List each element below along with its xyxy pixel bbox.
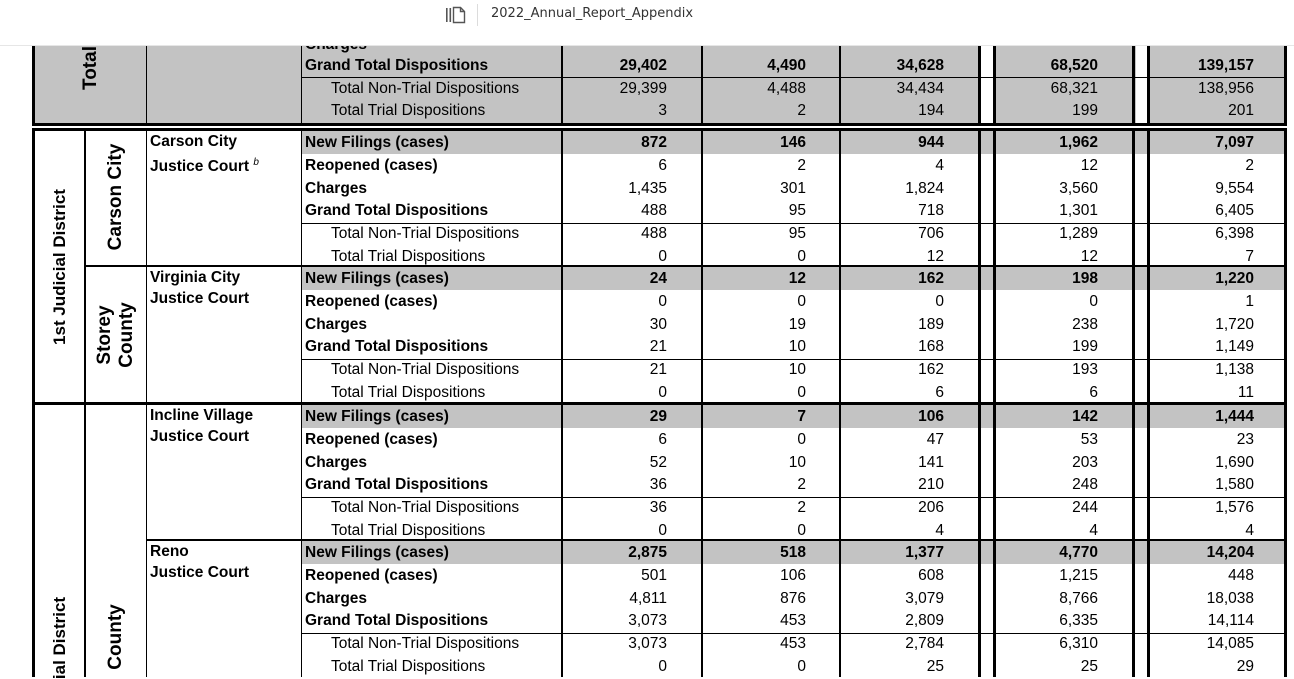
value-cell-col2: 2 bbox=[797, 476, 806, 494]
county-label-carson-city: Carson City bbox=[105, 143, 126, 251]
row-label: Total Non-Trial Dispositions bbox=[331, 361, 520, 379]
value-cell-col1: 21 bbox=[649, 361, 667, 379]
value-cell-col4: 68,321 bbox=[1050, 80, 1098, 97]
row-label: Total Non-Trial Dispositions bbox=[331, 225, 520, 243]
vertical-rule bbox=[561, 45, 563, 125]
value-cell-col2: 876 bbox=[780, 589, 806, 607]
value-cell-col3: 141 bbox=[918, 453, 944, 471]
value-cell-col3: 206 bbox=[918, 499, 944, 517]
value-cell-col4: 142 bbox=[1072, 408, 1098, 425]
data-row bbox=[0, 335, 1294, 358]
value-cell-col4: 12 bbox=[1080, 248, 1098, 265]
value-cell-col1: 29 bbox=[649, 408, 667, 425]
value-cell-col4: 1,289 bbox=[1059, 225, 1098, 243]
horizontal-rule bbox=[32, 128, 1287, 131]
total-row bbox=[0, 99, 1294, 122]
value-cell-col5: 9,554 bbox=[1215, 179, 1254, 197]
vertical-rule bbox=[701, 45, 703, 125]
footnote-marker: b bbox=[253, 157, 259, 168]
value-cell-col3: 2,809 bbox=[905, 612, 944, 630]
county-label-storey: Storey County bbox=[94, 302, 137, 368]
row-label: Grand Total Dispositions bbox=[305, 338, 489, 356]
horizontal-rule bbox=[301, 633, 1287, 634]
row-label: Charges bbox=[305, 589, 368, 607]
total-row bbox=[0, 54, 1294, 77]
value-cell-col4: 4,770 bbox=[1059, 544, 1098, 561]
value-cell-col4: 0 bbox=[1089, 292, 1098, 310]
vertical-rule bbox=[301, 45, 302, 125]
value-cell-col1: 6 bbox=[658, 156, 667, 174]
value-cell-col1: 0 bbox=[658, 248, 667, 265]
value-cell-col3: 1,377 bbox=[905, 544, 944, 561]
vertical-rule bbox=[146, 45, 147, 125]
document-page bbox=[0, 45, 1294, 677]
value-cell-col5: 1,444 bbox=[1215, 408, 1254, 425]
value-cell-col3: 34,628 bbox=[896, 57, 944, 74]
value-cell-col1: 488 bbox=[641, 225, 667, 243]
value-cell-col2: 2 bbox=[797, 156, 806, 174]
value-cell-col5: 1,138 bbox=[1215, 361, 1254, 379]
value-cell-col3: 1,824 bbox=[905, 179, 944, 197]
value-cell-col2: 0 bbox=[797, 522, 806, 539]
value-cell-col4: 3,560 bbox=[1059, 179, 1098, 197]
value-cell-col2: 0 bbox=[797, 248, 806, 265]
value-cell-col4: 198 bbox=[1072, 270, 1098, 287]
value-cell-col3: 944 bbox=[918, 134, 944, 151]
value-cell-col3: 718 bbox=[918, 202, 944, 220]
value-cell-col5: 1,576 bbox=[1215, 499, 1254, 517]
value-cell-col5: 14,114 bbox=[1207, 612, 1254, 630]
value-cell-col4: 68,520 bbox=[1050, 57, 1098, 74]
row-label: Total Non-Trial Dispositions bbox=[331, 80, 520, 97]
value-cell-col3: 162 bbox=[918, 361, 944, 379]
row-label: New Filings (cases) bbox=[305, 544, 449, 561]
value-cell-col2: 12 bbox=[788, 270, 806, 287]
value-cell-col2: 453 bbox=[780, 612, 806, 630]
vertical-rule bbox=[1132, 45, 1135, 125]
value-cell-col4: 4 bbox=[1089, 522, 1098, 539]
value-cell-col3: 706 bbox=[918, 225, 944, 243]
value-cell-col3: 3,079 bbox=[905, 589, 944, 607]
row-label: Total Non-Trial Dispositions bbox=[331, 499, 520, 517]
data-row bbox=[0, 451, 1294, 474]
row-label: Charges bbox=[305, 179, 368, 197]
vertical-rule bbox=[1284, 45, 1287, 125]
vertical-rule bbox=[993, 45, 996, 125]
data-row bbox=[0, 358, 1294, 381]
value-cell-col3: 168 bbox=[918, 338, 944, 356]
value-cell-col1: 36 bbox=[649, 476, 667, 494]
horizontal-rule bbox=[301, 77, 1287, 78]
row-label: Reopened (cases) bbox=[305, 430, 438, 448]
data-row bbox=[0, 587, 1294, 610]
value-cell-col2: 4,490 bbox=[767, 57, 806, 74]
value-cell-col5: 1,220 bbox=[1215, 270, 1254, 287]
value-cell-col5: 1,690 bbox=[1215, 453, 1254, 471]
value-cell-col3: 189 bbox=[918, 315, 944, 333]
row-label: New Filings (cases) bbox=[305, 408, 449, 425]
value-cell-col1: 0 bbox=[658, 292, 667, 310]
value-cell-col1: 3,073 bbox=[628, 635, 667, 653]
value-cell-col5: 2 bbox=[1245, 156, 1254, 174]
row-label: Grand Total Dispositions bbox=[305, 612, 489, 630]
value-cell-col2: 10 bbox=[788, 338, 806, 356]
horizontal-rule bbox=[301, 223, 1287, 224]
value-cell-col1: 488 bbox=[641, 202, 667, 220]
value-cell-col5: 6,398 bbox=[1215, 225, 1254, 243]
value-cell-col2: 10 bbox=[788, 361, 806, 379]
value-cell-col4: 203 bbox=[1072, 453, 1098, 471]
value-cell-col2: 301 bbox=[780, 179, 806, 197]
value-cell-col3: 0 bbox=[935, 292, 944, 310]
value-cell-col2: 95 bbox=[788, 202, 806, 220]
court-name-carson-city: Carson City Justice Court $^b$ bbox=[150, 133, 259, 176]
value-cell-col3: 106 bbox=[918, 408, 944, 425]
row-label: Reopened (cases) bbox=[305, 156, 438, 174]
value-cell-col5: 14,085 bbox=[1206, 635, 1254, 653]
court-name-incline-village: Incline Village Justice Court bbox=[150, 407, 254, 445]
value-cell-col1: 4,811 bbox=[629, 589, 667, 607]
value-cell-col5: 1,720 bbox=[1215, 315, 1254, 333]
value-cell-col2: 0 bbox=[797, 384, 806, 401]
value-cell-col4: 25 bbox=[1080, 658, 1098, 675]
value-cell-col1: 0 bbox=[658, 658, 667, 675]
district-label-2nd-partial: ial District bbox=[50, 596, 69, 679]
row-label: Grand Total Dispositions bbox=[305, 202, 489, 220]
data-row bbox=[0, 177, 1294, 200]
value-cell-col3: 194 bbox=[918, 102, 944, 119]
horizontal-rule bbox=[84, 265, 1287, 267]
value-cell-col2: 518 bbox=[780, 544, 806, 561]
row-label: Total Trial Dispositions bbox=[331, 522, 486, 539]
value-cell-col1: 29,399 bbox=[619, 80, 667, 97]
row-label: Grand Total Dispositions bbox=[305, 476, 489, 494]
viewer-toolbar bbox=[0, 0, 1294, 46]
district-label-1st: 1st Judicial District bbox=[50, 189, 69, 345]
data-row bbox=[0, 381, 1294, 404]
value-cell-col1: 52 bbox=[649, 453, 667, 471]
value-cell-col1: 29,402 bbox=[619, 57, 667, 74]
row-label: Charges bbox=[305, 453, 368, 471]
toolbar-divider bbox=[477, 4, 478, 26]
row-label: Reopened (cases) bbox=[305, 566, 438, 584]
value-cell-col4: 199 bbox=[1072, 102, 1098, 119]
row-label: Total Trial Dispositions bbox=[331, 658, 486, 675]
value-cell-col5: 11 bbox=[1237, 384, 1254, 401]
document-title: 2022_Annual_Report_Appendix bbox=[491, 6, 694, 21]
value-cell-col1: 36 bbox=[649, 499, 667, 517]
value-cell-col2: 146 bbox=[780, 134, 806, 151]
value-cell-col3: 4 bbox=[935, 156, 944, 174]
value-cell-col4: 6,310 bbox=[1059, 635, 1098, 653]
row-label: Charges bbox=[305, 315, 368, 333]
value-cell-col2: 4,488 bbox=[767, 80, 806, 97]
value-cell-col5: 1,149 bbox=[1215, 338, 1254, 356]
value-cell-col2: 0 bbox=[797, 292, 806, 310]
row-label: New Filings (cases) bbox=[305, 270, 449, 287]
value-cell-col2: 10 bbox=[788, 453, 806, 471]
vertical-rule bbox=[978, 45, 981, 125]
data-row bbox=[0, 313, 1294, 336]
value-cell-col5: 1 bbox=[1245, 292, 1254, 310]
value-cell-col4: 1,215 bbox=[1059, 566, 1098, 584]
document-pages-icon[interactable] bbox=[445, 6, 467, 24]
horizontal-rule bbox=[301, 497, 1287, 498]
data-row bbox=[0, 473, 1294, 496]
value-cell-col1: 30 bbox=[649, 315, 667, 333]
horizontal-rule bbox=[301, 359, 1287, 360]
value-cell-col2: 2 bbox=[797, 499, 806, 517]
value-cell-col5: 201 bbox=[1228, 102, 1254, 119]
value-cell-col3: 162 bbox=[918, 270, 944, 287]
value-cell-col4: 238 bbox=[1072, 315, 1098, 333]
value-cell-col3: 25 bbox=[926, 658, 944, 675]
court-name-reno: Reno Justice Court bbox=[150, 543, 250, 581]
value-cell-col5: 23 bbox=[1236, 430, 1254, 448]
total-section-label: Total bbox=[80, 46, 101, 90]
data-row bbox=[0, 632, 1294, 655]
value-cell-col2: 2 bbox=[797, 102, 806, 119]
value-cell-col5: 448 bbox=[1228, 566, 1254, 584]
row-label: New Filings (cases) bbox=[305, 134, 449, 151]
horizontal-rule bbox=[32, 402, 1287, 405]
value-cell-col5: 14,204 bbox=[1206, 544, 1254, 561]
total-row bbox=[0, 77, 1294, 100]
value-cell-col5: 4 bbox=[1245, 522, 1254, 539]
value-cell-col1: 872 bbox=[641, 134, 667, 151]
value-cell-col3: 47 bbox=[926, 430, 944, 448]
value-cell-col5: 7 bbox=[1245, 248, 1254, 265]
value-cell-col4: 12 bbox=[1080, 156, 1098, 174]
value-cell-col2: 19 bbox=[788, 315, 806, 333]
value-cell-col5: 139,157 bbox=[1197, 57, 1254, 74]
value-cell-col3: 4 bbox=[935, 522, 944, 539]
value-cell-col4: 244 bbox=[1072, 499, 1098, 517]
value-cell-col5: 1,580 bbox=[1215, 476, 1254, 494]
value-cell-col4: 8,766 bbox=[1059, 589, 1098, 607]
row-label: Total Trial Dispositions bbox=[331, 248, 486, 265]
value-cell-col1: 1,435 bbox=[628, 179, 667, 197]
value-cell-col5: 29 bbox=[1236, 658, 1254, 675]
value-cell-col3: 12 bbox=[926, 248, 944, 265]
value-cell-col4: 193 bbox=[1072, 361, 1098, 379]
value-cell-col4: 6,335 bbox=[1059, 612, 1098, 630]
value-cell-col2: 453 bbox=[780, 635, 806, 653]
value-cell-col1: 24 bbox=[649, 270, 667, 287]
value-cell-col3: 6 bbox=[935, 384, 944, 401]
value-cell-col2: 106 bbox=[780, 566, 806, 584]
value-cell-col1: 0 bbox=[658, 384, 667, 401]
value-cell-col3: 34,434 bbox=[896, 80, 944, 97]
horizontal-rule bbox=[32, 123, 1287, 126]
value-cell-col1: 6 bbox=[658, 430, 667, 448]
value-cell-col2: 7 bbox=[797, 408, 806, 425]
row-label: Reopened (cases) bbox=[305, 292, 438, 310]
data-row bbox=[0, 496, 1294, 519]
value-cell-col2: 0 bbox=[797, 658, 806, 675]
row-label: Total Trial Dispositions bbox=[331, 102, 486, 119]
value-cell-col4: 1,301 bbox=[1059, 202, 1098, 220]
value-cell-col5: 18,038 bbox=[1206, 589, 1254, 607]
value-cell-col5: 6,405 bbox=[1215, 202, 1254, 220]
value-cell-col4: 53 bbox=[1080, 430, 1098, 448]
value-cell-col1: 3,073 bbox=[628, 612, 667, 630]
data-row bbox=[0, 199, 1294, 222]
value-cell-col1: 0 bbox=[658, 522, 667, 539]
value-cell-col5: 138,956 bbox=[1197, 80, 1254, 97]
value-cell-col2: 95 bbox=[788, 225, 806, 243]
court-name-virginia-city: Virginia City Justice Court bbox=[150, 269, 250, 307]
row-label: Total Non-Trial Dispositions bbox=[331, 635, 520, 653]
value-cell-col4: 248 bbox=[1072, 476, 1098, 494]
value-cell-col4: 6 bbox=[1089, 384, 1098, 401]
value-cell-col3: 608 bbox=[918, 566, 944, 584]
county-label-washoe-partial: County bbox=[105, 604, 126, 670]
data-row bbox=[0, 655, 1294, 678]
horizontal-rule bbox=[146, 539, 1287, 541]
value-cell-col2: 0 bbox=[797, 430, 806, 448]
value-cell-col1: 3 bbox=[658, 102, 667, 119]
vertical-rule bbox=[32, 45, 35, 125]
value-cell-col1: 501 bbox=[641, 566, 667, 584]
value-cell-col5: 7,097 bbox=[1215, 134, 1254, 151]
data-row bbox=[0, 222, 1294, 245]
value-cell-col4: 199 bbox=[1072, 338, 1098, 356]
vertical-rule bbox=[839, 45, 841, 125]
value-cell-col1: 2,875 bbox=[628, 544, 667, 561]
vertical-rule bbox=[1147, 45, 1150, 125]
row-label: Grand Total Dispositions bbox=[305, 57, 489, 74]
value-cell-col3: 210 bbox=[918, 476, 944, 494]
value-cell-col1: 21 bbox=[649, 338, 667, 356]
row-label: Total Trial Dispositions bbox=[331, 384, 486, 401]
value-cell-col3: 2,784 bbox=[905, 635, 944, 653]
data-row bbox=[0, 609, 1294, 632]
value-cell-col4: 1,962 bbox=[1059, 134, 1098, 151]
